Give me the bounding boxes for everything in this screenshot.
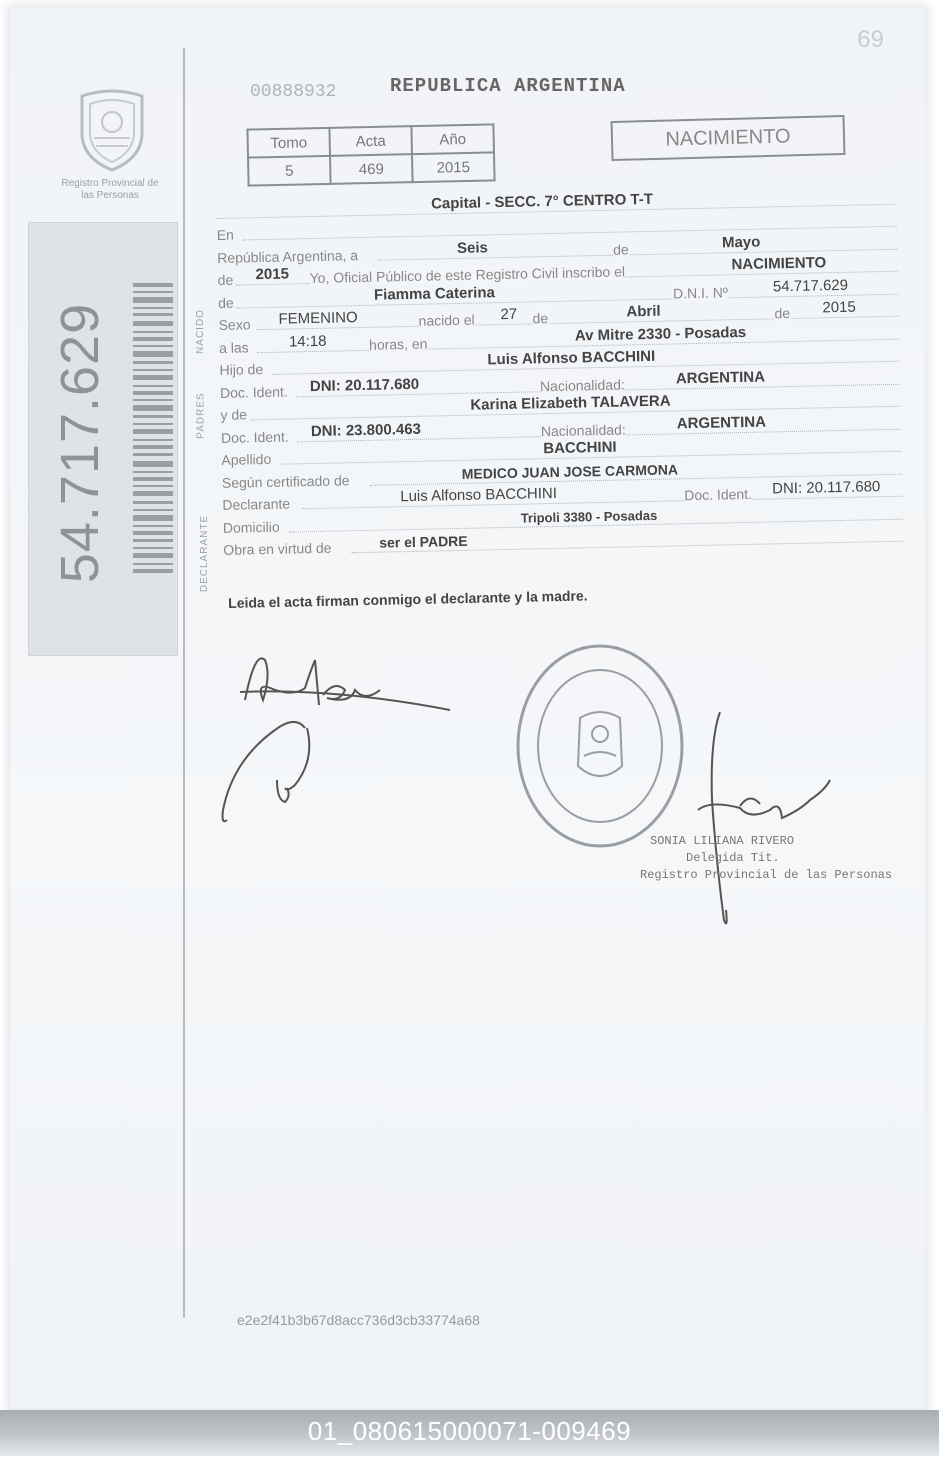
nac-anio-value: 2015	[822, 298, 856, 317]
hijo-de-label: Hijo de	[219, 361, 264, 378]
serial-number: 00888932	[250, 82, 337, 102]
declarante-label: Declarante	[222, 495, 291, 513]
certificado-value: MEDICO JUAN JOSE CARMONA	[461, 460, 679, 482]
side-label-declarante: DECLARANTE	[199, 514, 211, 593]
provincial-shield-logo	[72, 88, 152, 172]
padre-nac-label: Nacionalidad:	[539, 375, 625, 394]
nac-mes-value: Abril	[626, 302, 661, 321]
anio-value: 2015	[412, 152, 495, 182]
declarante-dni-value: DNI: 20.117.680	[771, 478, 881, 498]
anio-header: Año	[411, 124, 494, 154]
de-anio-label: de	[217, 271, 234, 288]
page-number: 69	[857, 26, 884, 53]
closing-statement: Leida el acta firman conmigo el declarante y la madre.	[228, 587, 588, 611]
nombre-value: Fiamma Caterina	[373, 283, 496, 304]
a-las-label: a las	[218, 338, 249, 356]
nac-dia-value: 27	[500, 305, 518, 324]
de-anio2-label: de	[774, 305, 791, 322]
nacido-el-label: nacido el	[418, 311, 475, 329]
de-label: de	[612, 240, 629, 258]
birth-record-form	[216, 186, 903, 560]
madre-value: Karina Elizabeth TALAVERA	[470, 392, 671, 414]
acto-value: NACIMIENTO	[731, 254, 827, 274]
padre-nac-value: ARGENTINA	[675, 368, 766, 387]
padre-dni-value: DNI: 20.117.680	[309, 375, 420, 395]
sexo-label: Sexo	[218, 316, 251, 333]
document-hash: e2e2f41b3b67d8acc736d3cb33774a68	[237, 1312, 480, 1328]
side-label-padres: PADRES	[195, 392, 207, 439]
madre-doc-label: Doc. Ident.	[220, 428, 289, 446]
declarant-signature	[215, 620, 475, 850]
document-type-box: NACIMIENTO	[611, 115, 846, 161]
dia-value: Seis	[456, 238, 489, 257]
lugar-nac-value: Av Mitre 2330 - Posadas	[574, 323, 747, 345]
record-value-row	[248, 152, 495, 185]
madre-nac-value: ARGENTINA	[676, 413, 767, 432]
mes-value: Mayo	[721, 233, 761, 251]
official-office: Registro Provincial de las Personas	[640, 868, 893, 882]
lugar-value: Capital - SECC. 7° CENTRO T-T	[430, 190, 654, 212]
declarante-value: Luis Alfonso BACCHINI	[400, 484, 558, 506]
side-label-nacido: NACIDO	[194, 309, 206, 354]
hora-value: 14:18	[288, 332, 327, 351]
anio-value: 2015	[255, 265, 290, 284]
apellido-value: BACCHINI	[543, 438, 617, 458]
sexo-value: FEMENINO	[278, 309, 358, 328]
apellido-label: Apellido	[221, 450, 272, 468]
acta-header: Acta	[329, 126, 412, 156]
barcode-icon	[133, 283, 173, 583]
dni-value: 54.717.629	[772, 276, 849, 295]
yo-label: Yo, Oficial Público de este Registro Civil inscribo el	[309, 263, 626, 287]
footer-code: 01_080615000071-009469	[307, 1416, 632, 1446]
margin-line	[183, 48, 185, 1318]
madre-dni-value: DNI: 23.800.463	[310, 420, 422, 440]
official-title: Delegida Tit.	[686, 851, 780, 865]
official-signature	[650, 700, 850, 940]
tomo-value: 5	[248, 156, 331, 186]
padre-value: Luis Alfonso BACCHINI	[487, 347, 656, 369]
barcode-sticker	[28, 222, 178, 656]
madre-nac-label: Nacionalidad:	[540, 420, 626, 439]
segun-label: Según certificado de	[221, 471, 350, 491]
tomo-header: Tomo	[247, 128, 330, 158]
de-mes-label: de	[532, 310, 549, 327]
barcode-number: 54.717.629	[50, 302, 110, 584]
en-label: En	[216, 226, 235, 243]
obra-label: Obra en virtud de	[223, 539, 332, 558]
record-table	[246, 123, 495, 186]
declarante-doc-label: Doc. Ident.	[684, 485, 753, 504]
horas-en-label: horas, en	[368, 335, 428, 353]
country-heading: REPUBLICA ARGENTINA	[390, 75, 626, 97]
republica-label: República Argentina, a	[217, 246, 359, 266]
domicilio-value: Tripoli 3380 - Posadas	[520, 507, 658, 526]
acta-value: 469	[330, 154, 413, 184]
padre-doc-label: Doc. Ident.	[219, 383, 288, 401]
domicilio-label: Domicilio	[222, 518, 280, 536]
y-de-label: y de	[220, 406, 248, 423]
de-nombre-label: de	[217, 294, 234, 311]
official-name: SONIA LILIANA RIVERO	[650, 834, 795, 848]
obra-value: ser el PADRE	[379, 532, 468, 551]
registry-logo-text: Registro Provincial de las Personas	[61, 178, 159, 201]
official-stamp-text	[640, 833, 893, 884]
dni-label: D.N.I. Nº	[672, 283, 729, 301]
